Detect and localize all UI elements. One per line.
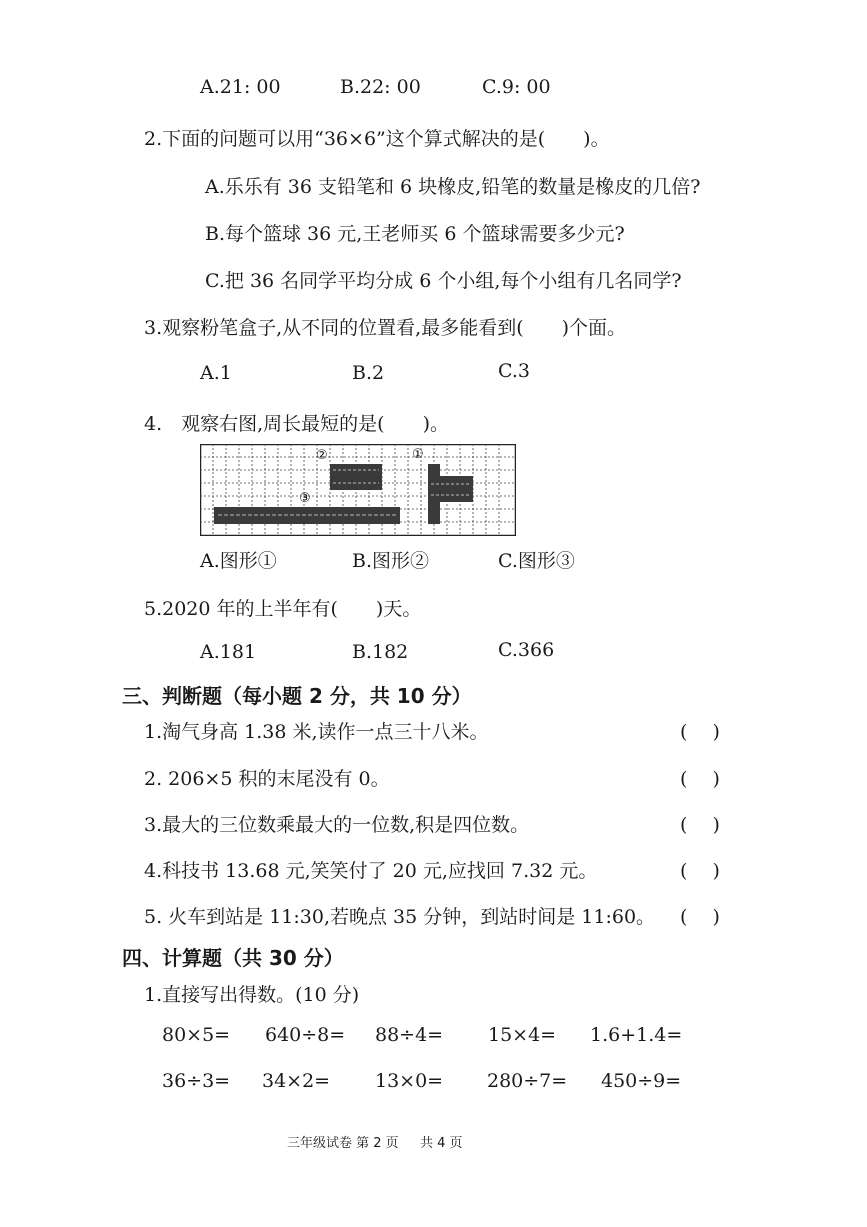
q2-option-a: A.乐乐有 36 支铅笔和 6 块橡皮,铅笔的数量是橡皮的几倍?	[205, 176, 701, 198]
shape-two	[330, 464, 382, 490]
calc-2-5: 450÷9=	[601, 1070, 682, 1092]
footer-page: 三年级试卷 第 2 页	[287, 1136, 399, 1151]
calc-2-2: 34×2=	[262, 1070, 331, 1092]
q4-option-b: B.图形②	[352, 550, 430, 572]
section3-title: 三、判断题（每小题 2 分，共 10 分）	[122, 684, 472, 708]
shape-three	[214, 507, 400, 524]
judge-item-3: 3.最大的三位数乘最大的一位数,积是四位数。	[144, 814, 530, 836]
q1-option-b: B.22: 00	[340, 76, 421, 98]
label-two: ②	[316, 448, 328, 463]
judge-item-1: 1.淘气身高 1.38 米,读作一点三十八米。	[144, 721, 489, 743]
calc-2-1: 36÷3=	[162, 1070, 231, 1092]
q5-option-a: A.181	[200, 641, 257, 663]
judge-paren-4[interactable]: ( )	[680, 860, 720, 882]
q3-stem: 3.观察粉笔盒子,从不同的位置看,最多能看到( )个面。	[144, 317, 627, 339]
label-one: ①	[412, 447, 424, 462]
q5-option-c: C.366	[498, 639, 555, 661]
q3-option-c: C.3	[498, 360, 530, 382]
q4-grid-figure	[200, 444, 516, 540]
label-three: ③	[299, 491, 311, 506]
calc-1-4: 15×4=	[488, 1024, 557, 1046]
section4-title: 四、计算题（共 30 分）	[122, 946, 344, 970]
section4-sub1: 1.直接写出得数。(10 分)	[144, 984, 360, 1006]
q5-stem: 5.2020 年的上半年有( )天。	[144, 598, 422, 620]
calc-1-3: 88÷4=	[375, 1024, 444, 1046]
q3-option-b: B.2	[352, 362, 385, 384]
q2-option-c: C.把 36 名同学平均分成 6 个小组,每个小组有几名同学?	[205, 270, 682, 292]
q5-option-b: B.182	[352, 641, 409, 663]
footer-total: 共 4 页	[420, 1136, 463, 1151]
q2-stem: 2.下面的问题可以用“36×6”这个算式解决的是( )。	[144, 128, 610, 150]
calc-2-4: 280÷7=	[487, 1070, 568, 1092]
judge-paren-3[interactable]: ( )	[680, 814, 720, 836]
judge-paren-1[interactable]: ( )	[680, 721, 720, 743]
calc-1-5: 1.6+1.4=	[590, 1024, 683, 1046]
judge-item-4: 4.科技书 13.68 元,笑笑付了 20 元,应找回 7.32 元。	[144, 860, 598, 882]
judge-item-5: 5. 火车到站是 11:30,若晚点 35 分钟，到站时间是 11:60。	[144, 906, 656, 928]
calc-1-2: 640÷8=	[265, 1024, 346, 1046]
q4-stem: 4. 观察右图,周长最短的是( )。	[144, 413, 449, 435]
calc-1-1: 80×5=	[162, 1024, 231, 1046]
calc-2-3: 13×0=	[375, 1070, 444, 1092]
q2-option-b: B.每个篮球 36 元,王老师买 6 个篮球需要多少元?	[205, 223, 625, 245]
q3-option-a: A.1	[200, 362, 232, 384]
judge-item-2: 2. 206×5 积的末尾没有 0。	[144, 768, 390, 790]
q1-option-a: A.21: 00	[200, 76, 281, 98]
judge-paren-5[interactable]: ( )	[680, 906, 720, 928]
judge-paren-2[interactable]: ( )	[680, 768, 720, 790]
q4-option-a: A.图形①	[200, 550, 277, 572]
q1-option-c: C.9: 00	[482, 76, 551, 98]
q4-option-c: C.图形③	[498, 550, 575, 572]
